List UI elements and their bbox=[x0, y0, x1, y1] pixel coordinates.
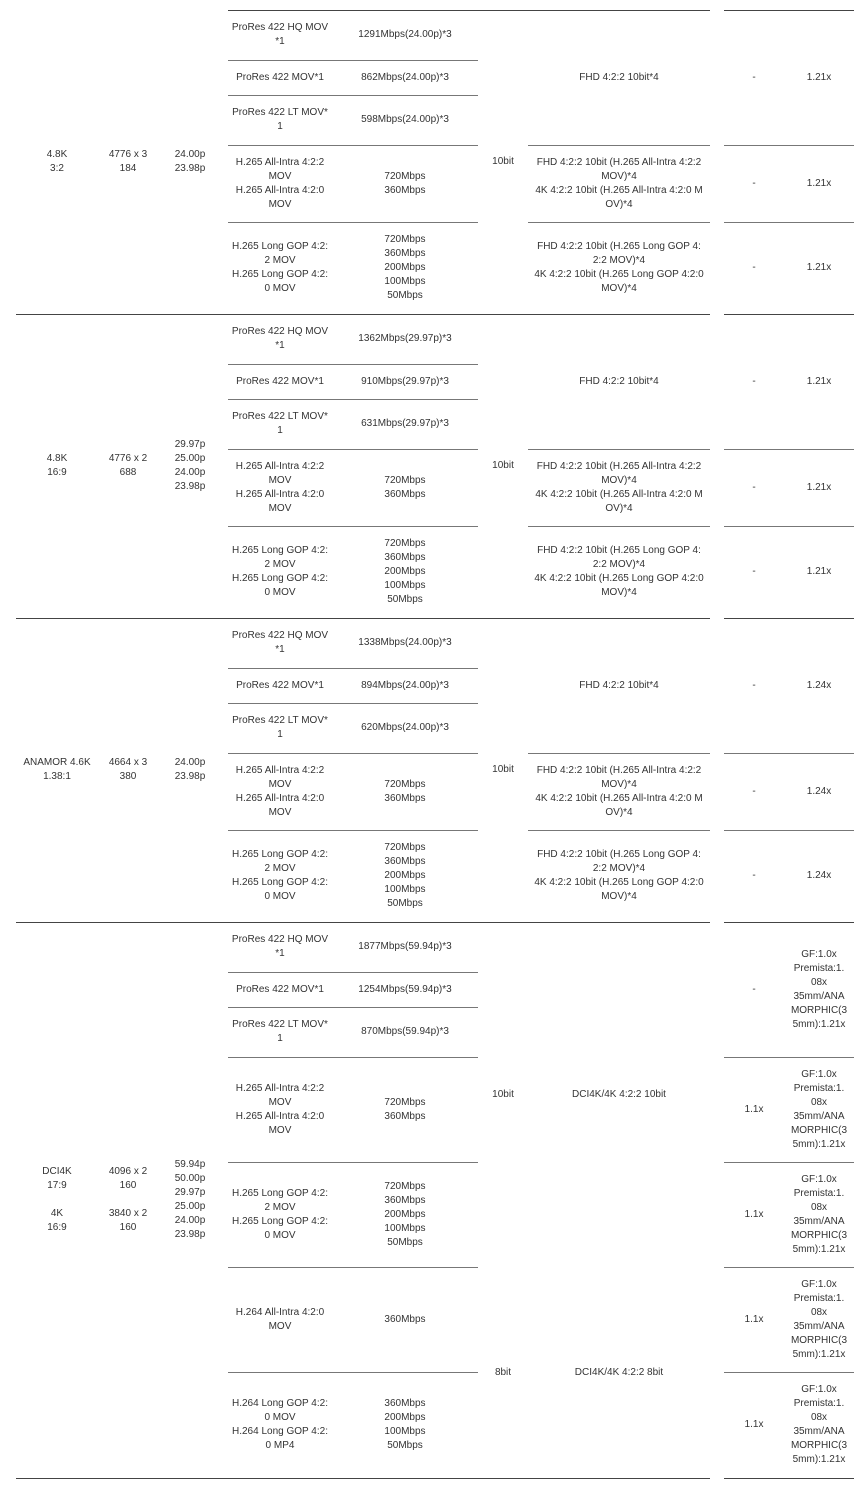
row-rule bbox=[528, 145, 710, 146]
row-rule bbox=[724, 1162, 854, 1163]
resolution-cell: 4776 x 3 184 bbox=[108, 149, 148, 174]
codec-cell: H.265 Long GOP 4:2: 2 MOV H.265 Long GOP 4:2: 0 MOV bbox=[232, 241, 328, 294]
codec-cell: ProRes 422 HQ MOV *1 bbox=[231, 326, 329, 351]
codec-cell: H.265 Long GOP 4:2: 2 MOV H.265 Long GOP 4:2: 0 MOV bbox=[232, 1187, 328, 1241]
resolution-cell: 4664 x 3 380 bbox=[108, 757, 148, 782]
squeeze-cell: GF:1.0x Premista:1. 08x 35mm/ANA MORPHIC(3 5mm):1.21x bbox=[790, 1173, 848, 1255]
row-rule bbox=[528, 222, 710, 223]
squeeze-cell: GF:1.0x Premista:1. 08x 35mm/ANA MORPHIC(3 5mm):1.21x bbox=[790, 1068, 848, 1150]
table-rule bbox=[228, 10, 710, 11]
squeeze-cell: 1.21x bbox=[806, 71, 832, 83]
output-cell: FHD 4:2:2 10bit*4 bbox=[579, 71, 659, 83]
mode-cell: DCI4K 17:9 4K 16:9 bbox=[42, 1166, 72, 1233]
output-cell: FHD 4:2:2 10bit (H.265 Long GOP 4: 2:2 MOV)*4 4K 4:2:2 10bit (H.265 Long GOP 4:2:0 MOV)*4 bbox=[534, 849, 704, 902]
bitrate-cell: 1291Mbps(24.00p)*3 bbox=[358, 29, 452, 40]
row-rule bbox=[724, 1057, 854, 1058]
row-rule bbox=[228, 364, 478, 365]
row-rule bbox=[228, 1057, 478, 1058]
bitrate-cell: 720Mbps 360Mbps bbox=[384, 170, 426, 196]
crop-cell: - bbox=[752, 177, 756, 189]
crop-cell: - bbox=[752, 679, 756, 691]
crop-cell: - bbox=[752, 785, 756, 797]
output-cell: DCI4K/4K 4:2:2 8bit bbox=[574, 1366, 664, 1378]
bitrate-cell: 631Mbps(29.97p)*3 bbox=[361, 418, 449, 429]
bitrate-cell: 720Mbps 360Mbps bbox=[384, 1096, 426, 1122]
frame-rate-cell: 29.97p 25.00p 24.00p 23.98p bbox=[174, 439, 206, 492]
row-rule bbox=[528, 449, 710, 450]
codec-cell: ProRes 422 HQ MOV *1 bbox=[231, 22, 329, 47]
output-cell: FHD 4:2:2 10bit (H.265 All-Intra 4:2:2 MOV)*4 4K 4:2:2 10bit (H.265 All-Intra 4:2:0 M OV)*4 bbox=[535, 460, 703, 514]
codec-cell: ProRes 422 LT MOV* 1 bbox=[232, 411, 328, 436]
squeeze-cell: 1.24x bbox=[806, 679, 832, 691]
crop-cell: - bbox=[752, 71, 756, 83]
bitrate-cell: 720Mbps 360Mbps bbox=[384, 474, 426, 500]
output-cell: FHD 4:2:2 10bit*4 bbox=[579, 375, 659, 387]
bitrate-cell: 360Mbps bbox=[384, 1313, 426, 1325]
row-rule bbox=[228, 830, 478, 831]
codec-cell: H.264 Long GOP 4:2: 0 MOV H.264 Long GOP 4:2: 0 MP4 bbox=[232, 1398, 328, 1451]
row-rule bbox=[528, 526, 710, 527]
codec-cell: H.264 All-Intra 4:2:0 MOV bbox=[235, 1306, 325, 1332]
bitrate-cell: 720Mbps 360Mbps 200Mbps 100Mbps 50Mbps bbox=[384, 1180, 426, 1248]
output-cell: FHD 4:2:2 10bit (H.265 All-Intra 4:2:2 MOV)*4 4K 4:2:2 10bit (H.265 All-Intra 4:2:0 M OV)*4 bbox=[535, 156, 703, 210]
group-separator bbox=[724, 618, 854, 619]
row-rule bbox=[724, 753, 854, 754]
bit-depth-cell: 10bit bbox=[492, 460, 514, 471]
mode-cell: 4.8K 16:9 bbox=[46, 453, 68, 478]
codec-cell: H.265 All-Intra 4:2:2 MOV H.265 All-Intra 4:2:0 MOV bbox=[235, 1082, 325, 1136]
row-rule bbox=[228, 399, 478, 400]
row-rule bbox=[724, 145, 854, 146]
squeeze-cell: 1.21x bbox=[806, 566, 832, 577]
row-rule bbox=[724, 1372, 854, 1373]
row-rule bbox=[724, 449, 854, 450]
row-rule bbox=[724, 1267, 854, 1268]
squeeze-cell: GF:1.0x Premista:1. 08x 35mm/ANA MORPHIC(3 5mm):1.21x bbox=[790, 1384, 848, 1465]
squeeze-cell: GF:1.0x Premista:1. 08x 35mm/ANA MORPHIC(3 5mm):1.21x bbox=[790, 948, 848, 1030]
row-rule bbox=[724, 830, 854, 831]
codec-cell: ProRes 422 LT MOV* 1 bbox=[232, 107, 328, 132]
row-rule bbox=[228, 449, 478, 450]
row-rule bbox=[228, 1267, 478, 1268]
bitrate-cell: 910Mbps(29.97p)*3 bbox=[361, 375, 449, 387]
codec-cell: H.265 Long GOP 4:2: 2 MOV H.265 Long GOP 4:2: 0 MOV bbox=[232, 849, 328, 902]
bitrate-cell: 720Mbps 360Mbps bbox=[384, 778, 426, 804]
row-rule bbox=[228, 526, 478, 527]
bitrate-cell: 862Mbps(24.00p)*3 bbox=[361, 71, 449, 83]
group-separator bbox=[16, 1478, 710, 1479]
output-cell: FHD 4:2:2 10bit*4 bbox=[579, 679, 659, 691]
bit-depth-cell: 10bit bbox=[492, 1088, 514, 1100]
bitrate-cell: 894Mbps(24.00p)*3 bbox=[361, 679, 449, 691]
group-separator bbox=[16, 922, 710, 923]
codec-cell: ProRes 422 LT MOV* 1 bbox=[232, 715, 328, 740]
row-rule bbox=[228, 668, 478, 669]
resolution-cell: 4096 x 2 160 3840 x 2 160 bbox=[108, 1166, 148, 1233]
squeeze-cell: 1.24x bbox=[806, 785, 832, 797]
bitrate-cell: 598Mbps(24.00p)*3 bbox=[361, 114, 449, 125]
bitrate-cell: 1877Mbps(59.94p)*3 bbox=[358, 941, 452, 952]
group-separator bbox=[724, 1478, 854, 1479]
row-rule bbox=[528, 753, 710, 754]
crop-cell: - bbox=[752, 566, 756, 577]
mode-cell: 4.8K 3:2 bbox=[46, 149, 68, 174]
bit-depth-cell: 10bit bbox=[492, 764, 514, 775]
codec-cell: H.265 Long GOP 4:2: 2 MOV H.265 Long GOP 4:2: 0 MOV bbox=[232, 545, 328, 598]
bitrate-cell: 620Mbps(24.00p)*3 bbox=[361, 722, 449, 733]
codec-cell: H.265 All-Intra 4:2:2 MOV H.265 All-Intra 4:2:0 MOV bbox=[235, 156, 325, 210]
codec-cell: ProRes 422 HQ MOV *1 bbox=[231, 934, 329, 959]
row-rule bbox=[724, 526, 854, 527]
codec-cell: ProRes 422 MOV*1 bbox=[236, 71, 324, 83]
crop-cell: 1.1x bbox=[744, 1313, 764, 1325]
row-rule bbox=[228, 60, 478, 61]
row-rule bbox=[228, 972, 478, 973]
row-rule bbox=[724, 222, 854, 223]
crop-cell: - bbox=[752, 262, 756, 273]
codec-cell: ProRes 422 MOV*1 bbox=[236, 983, 324, 995]
codec-cell: ProRes 422 LT MOV* 1 bbox=[232, 1019, 328, 1044]
group-separator bbox=[724, 314, 854, 315]
group-separator bbox=[16, 314, 710, 315]
row-rule bbox=[228, 703, 478, 704]
row-rule bbox=[228, 95, 478, 96]
crop-cell: 1.1x bbox=[744, 1208, 764, 1220]
squeeze-cell: 1.21x bbox=[806, 262, 832, 273]
output-cell: FHD 4:2:2 10bit (H.265 Long GOP 4: 2:2 MOV)*4 4K 4:2:2 10bit (H.265 Long GOP 4:2:0 MOV)*4 bbox=[534, 241, 704, 294]
squeeze-cell: 1.24x bbox=[806, 870, 832, 881]
crop-cell: - bbox=[752, 481, 756, 493]
row-rule bbox=[228, 1007, 478, 1008]
bit-depth-cell: 8bit bbox=[494, 1366, 512, 1378]
bit-depth-cell: 10bit bbox=[492, 156, 514, 167]
bitrate-cell: 1338Mbps(24.00p)*3 bbox=[358, 637, 452, 648]
bitrate-cell: 720Mbps 360Mbps 200Mbps 100Mbps 50Mbps bbox=[384, 842, 426, 909]
crop-cell: - bbox=[752, 375, 756, 387]
group-separator bbox=[724, 922, 854, 923]
codec-cell: ProRes 422 MOV*1 bbox=[236, 679, 324, 691]
bitrate-cell: 360Mbps 200Mbps 100Mbps 50Mbps bbox=[384, 1398, 426, 1451]
bitrate-cell: 720Mbps 360Mbps 200Mbps 100Mbps 50Mbps bbox=[384, 234, 426, 301]
crop-cell: 1.1x bbox=[744, 1419, 764, 1430]
crop-cell: - bbox=[752, 983, 756, 995]
codec-cell: H.265 All-Intra 4:2:2 MOV H.265 All-Intra 4:2:0 MOV bbox=[235, 764, 325, 818]
mode-cell: ANAMOR 4.6K 1.38:1 bbox=[23, 757, 91, 782]
row-rule bbox=[228, 145, 478, 146]
row-rule bbox=[228, 222, 478, 223]
crop-cell: - bbox=[752, 870, 756, 881]
squeeze-cell: 1.21x bbox=[806, 177, 832, 189]
frame-rate-cell: 59.94p 50.00p 29.97p 25.00p 24.00p 23.98p bbox=[174, 1159, 206, 1240]
output-cell: FHD 4:2:2 10bit (H.265 All-Intra 4:2:2 MOV)*4 4K 4:2:2 10bit (H.265 All-Intra 4:2:0 M OV)*4 bbox=[535, 764, 703, 818]
bitrate-cell: 870Mbps(59.94p)*3 bbox=[361, 1026, 449, 1037]
codec-cell: ProRes 422 MOV*1 bbox=[236, 375, 324, 387]
frame-rate-cell: 24.00p 23.98p bbox=[174, 757, 206, 782]
bitrate-cell: 1362Mbps(29.97p)*3 bbox=[358, 333, 452, 344]
row-rule bbox=[228, 753, 478, 754]
row-rule bbox=[528, 830, 710, 831]
group-separator bbox=[16, 618, 710, 619]
output-cell: DCI4K/4K 4:2:2 10bit bbox=[572, 1088, 666, 1100]
squeeze-cell: GF:1.0x Premista:1. 08x 35mm/ANA MORPHIC(3 5mm):1.21x bbox=[790, 1278, 848, 1360]
resolution-cell: 4776 x 2 688 bbox=[108, 453, 148, 478]
squeeze-cell: 1.21x bbox=[806, 375, 832, 387]
codec-cell: H.265 All-Intra 4:2:2 MOV H.265 All-Intra 4:2:0 MOV bbox=[235, 460, 325, 514]
squeeze-cell: 1.21x bbox=[806, 481, 832, 493]
row-rule bbox=[228, 1372, 478, 1373]
output-cell: FHD 4:2:2 10bit (H.265 Long GOP 4: 2:2 MOV)*4 4K 4:2:2 10bit (H.265 Long GOP 4:2:0 MOV)*4 bbox=[534, 545, 704, 598]
table-rule bbox=[724, 10, 854, 11]
crop-cell: 1.1x bbox=[744, 1103, 764, 1115]
bitrate-cell: 1254Mbps(59.94p)*3 bbox=[358, 983, 452, 995]
codec-cell: ProRes 422 HQ MOV *1 bbox=[231, 630, 329, 655]
frame-rate-cell: 24.00p 23.98p bbox=[174, 149, 206, 174]
row-rule bbox=[228, 1162, 478, 1163]
bitrate-cell: 720Mbps 360Mbps 200Mbps 100Mbps 50Mbps bbox=[384, 538, 426, 605]
